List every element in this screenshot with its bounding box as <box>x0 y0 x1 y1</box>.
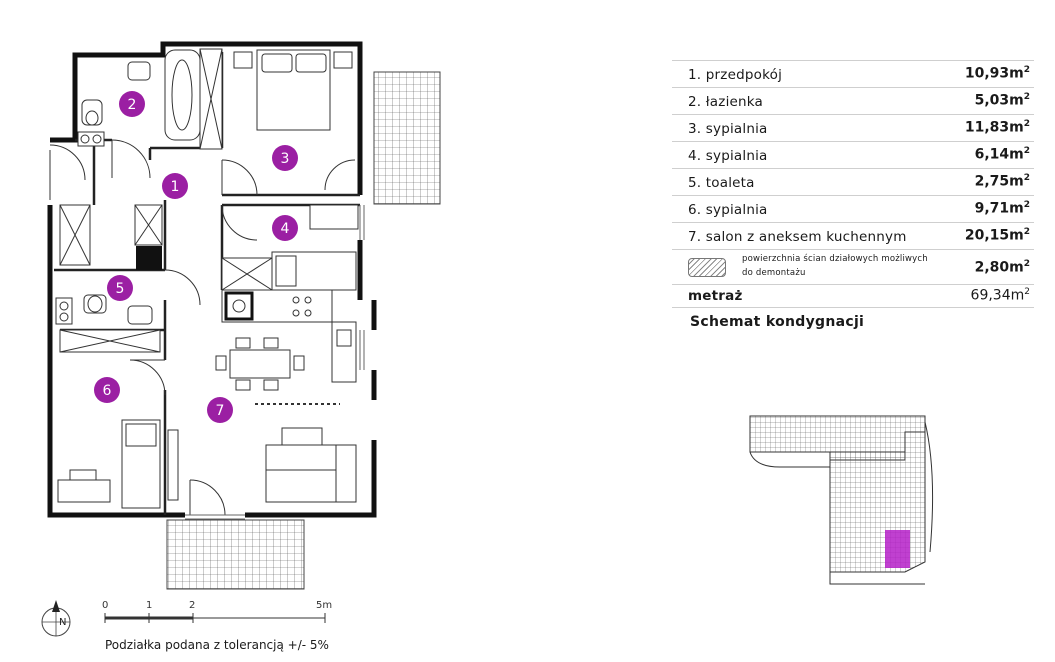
room-marker-4 <box>272 215 298 241</box>
room-marker-5 <box>107 275 133 301</box>
scale-note: Podziałka podana z tolerancją +/- 5% <box>105 638 329 652</box>
compass <box>42 600 70 636</box>
legend-room-label: 2. łazienka <box>688 94 764 110</box>
room-marker-2 <box>119 91 145 117</box>
legend-room-label: 4. sypialnia <box>688 148 768 164</box>
scale-tick-2: 2 <box>189 600 196 611</box>
building-key-plan <box>745 412 945 592</box>
room-marker-number: 7 <box>215 403 225 419</box>
room-marker-1 <box>162 173 188 199</box>
legend-row-total <box>672 285 1034 308</box>
legend-room-area: $9,71m^2$ <box>974 200 1030 217</box>
living-furniture <box>266 428 356 502</box>
bedroom-6-furniture <box>58 420 178 508</box>
legend-room-area: $10,93m^2$ <box>964 65 1030 82</box>
room-marker-number: 4 <box>280 221 290 237</box>
balcony-grid <box>374 72 440 204</box>
compass-letter: N <box>59 617 67 628</box>
total-label: metraż <box>688 288 743 304</box>
legend-row-6 <box>672 196 1034 223</box>
room-marker-7 <box>207 397 233 423</box>
legend-room-area: $5,03m^2$ <box>974 92 1030 109</box>
shaft <box>136 246 162 270</box>
apartment-highlight <box>885 530 910 568</box>
scale-tick-0: 0 <box>102 600 109 611</box>
legend-room-label: 6. sypialnia <box>688 202 768 218</box>
bed-double <box>234 50 352 130</box>
scale-bar <box>105 613 325 623</box>
hatch-swatch-icon <box>688 258 726 277</box>
room-marker-number: 3 <box>280 151 290 167</box>
room-marker-number: 2 <box>127 97 137 113</box>
dining-table <box>216 338 304 390</box>
legend-room-label: 1. przedpokój <box>688 67 783 83</box>
legend-row-walls <box>672 250 1034 285</box>
legend-room-area: $6,14m^2$ <box>974 146 1030 163</box>
room-marker-3 <box>272 145 298 171</box>
legend-room-label: 5. toaleta <box>688 175 755 191</box>
legend-row-1 <box>672 60 1034 88</box>
legend-row-2 <box>672 88 1034 115</box>
room-marker-number: 6 <box>102 383 112 399</box>
legend-row-3 <box>672 115 1034 142</box>
legend-row-7 <box>672 223 1034 250</box>
legend-room-label: 7. salon z aneksem kuchennym <box>688 229 907 245</box>
walls-area: $2,80m^2$ <box>974 259 1030 276</box>
legend-room-area: $11,83m^2$ <box>964 119 1030 136</box>
legend-row-4 <box>672 142 1034 169</box>
terrace-grid <box>167 520 304 589</box>
walls-label: powierzchnia ścian działowych możliwych do demontażu <box>742 254 928 278</box>
legend-room-area: $20,15m^2$ <box>964 227 1030 244</box>
legend-room-area: $2,75m^2$ <box>974 173 1030 190</box>
scale-tick-1: 1 <box>146 600 153 611</box>
scale-tick-5m: 5m <box>316 600 333 611</box>
room-marker-number: 5 <box>115 281 125 297</box>
legend-row-5 <box>672 169 1034 196</box>
room-marker-6 <box>94 377 120 403</box>
room-marker-number: 1 <box>170 179 180 195</box>
area-legend <box>672 60 1034 308</box>
scheme-title: Schemat kondygnacji <box>690 314 865 330</box>
legend-room-label: 3. sypialnia <box>688 121 768 137</box>
total-area: $69,34m^2$ <box>970 287 1030 304</box>
